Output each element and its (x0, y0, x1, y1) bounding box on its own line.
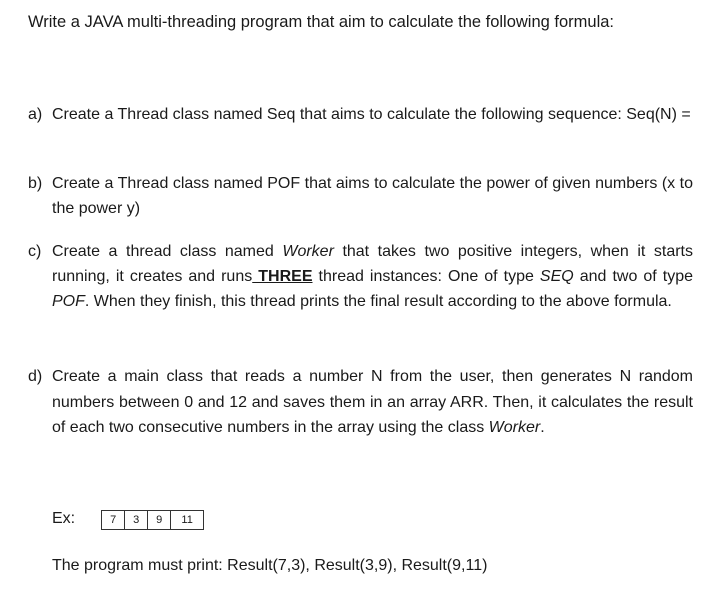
item-c-part2: that takes two positive integers, when it starts running, it creates and runs (52, 243, 694, 285)
item-a (28, 102, 693, 127)
item-b-text: Create a Thread class named POF that aims to calculate the power of given numbers (x to the power y) (52, 175, 693, 217)
item-c-marker: c) (28, 243, 42, 260)
item-c-worker: Worker (282, 243, 334, 260)
array-cell: 3 (125, 511, 148, 529)
item-d-part1: Create a main class that reads a number N from the user, then generates N random numbers between 0 and 12 and saves them in an array ARR. Then, it calculates the result of each two consecutive numbers in the array using the class (52, 368, 693, 436)
item-c-pof: POF (52, 293, 85, 310)
item-c-text (52, 239, 693, 314)
example (52, 508, 204, 530)
program-output-text: The program must print: Result(7,3), Result(3,9), Result(9,11) (52, 557, 488, 574)
item-c (28, 239, 693, 314)
item-c-part3: thread instances: One of type (312, 268, 540, 285)
example-label: Ex: (52, 510, 76, 527)
item-c-three: THREE (252, 268, 313, 285)
item-d-marker: d) (28, 368, 43, 385)
example-array-table (101, 510, 204, 530)
item-d-part2: . (540, 419, 545, 436)
item-c-part4: and two of type (573, 268, 694, 285)
intro-text: Write a JAVA multi-threading program that aim to calculate the following formula: (28, 13, 615, 31)
array-cell: 7 (102, 511, 125, 529)
array-cell: 11 (181, 514, 193, 526)
item-a-text: Create a Thread class named Seq that aims to calculate the following sequence: Seq(N) = (52, 106, 691, 123)
item-b (28, 171, 693, 221)
item-d-worker: Worker (488, 419, 541, 436)
item-c-part1: Create a thread class named (52, 243, 283, 260)
item-c-part5: . When they finish, this thread prints the final result according to the above formula. (84, 293, 672, 310)
item-b-marker: b) (28, 175, 43, 192)
item-a-marker: a) (28, 106, 43, 123)
array-cell: 9 (148, 511, 171, 529)
item-d (28, 364, 693, 441)
item-d-text (52, 364, 693, 441)
item-c-seq: SEQ (539, 268, 574, 285)
